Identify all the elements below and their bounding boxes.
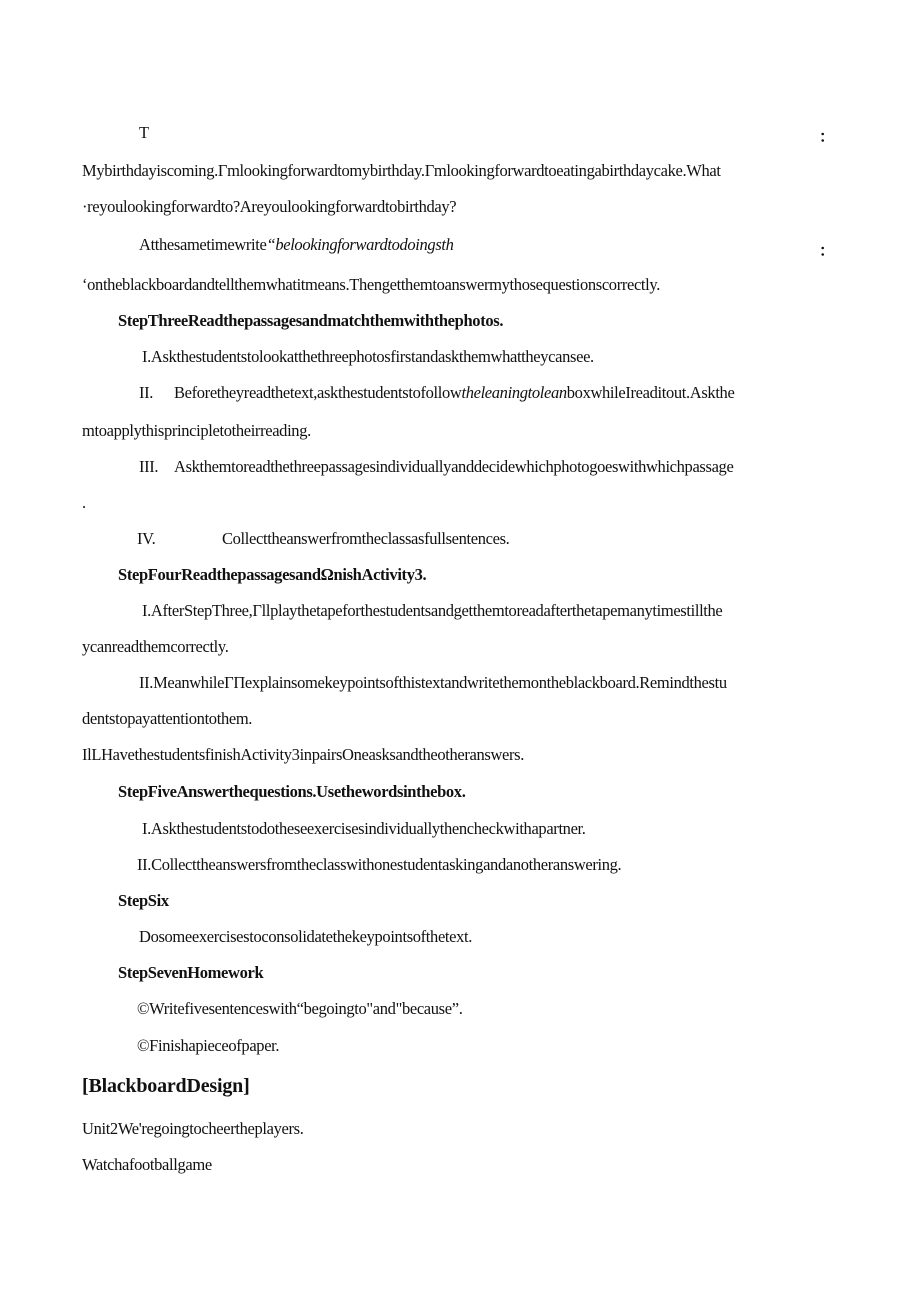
step-three-item-2 <box>174 382 734 404</box>
blackboard-line-1: Unit2We'regoingtocheertheplayers. <box>82 1119 304 1138</box>
step-six-heading: StepSix <box>118 891 169 910</box>
homework-item-1: ©Writefivesentenceswith“begoingto"and"because”. <box>137 999 463 1018</box>
homework-item-2: ©Finishapieceofpaper. <box>137 1036 280 1055</box>
step-three-item-2-cont: mtoapplythisprincipletotheirreading. <box>82 421 311 440</box>
step-three-item-4-num: IV. <box>137 529 156 548</box>
blackboard-line-2: Watchafootballgame <box>82 1155 212 1174</box>
intro-line-4: ʻontheblackboardandtellthemwhatitmeans.Thengetthemtoanswermythosequestionscorrectly. <box>82 275 661 294</box>
step-six-item-1: Dosomeexercisestoconsolidatethekeypointsofthetext. <box>139 927 473 946</box>
intro-line-1: Mybirthdayiscoming.Γmlookingforwardtomybirthday.Γmlookingforwardtoeatingabirthdaycake.What <box>82 161 721 180</box>
step-three-item-2-b: boxwhileIreaditout.Askthe <box>566 383 735 402</box>
step-five-item-2: II.Collecttheanswersfromtheclasswithonestudentaskingandanotheranswering. <box>137 855 622 874</box>
step-four-item-1: I.AfterStepThree,Γllplaythetapeforthestudentsandgetthemtoreadafterthetapemanytimestillthe <box>142 601 723 620</box>
step-three-item-3-cont: . <box>82 493 86 512</box>
step-seven-heading: StepSevenHomework <box>118 963 264 982</box>
step-five-item-1: I.Askthestudentstodotheseexercisesindividuallythencheckwithapartner. <box>142 819 586 838</box>
step-four-heading: StepFourReadthepassagesandΩnishActivity3. <box>118 565 427 584</box>
step-three-item-1: I.Askthestudentstolookatthethreephotosfirstandaskthemwhattheycansee. <box>142 347 594 366</box>
intro-line-3-text: Atthesametimewrite <box>139 235 267 254</box>
step-four-item-1-cont: ycanreadthemcorrectly. <box>82 637 229 656</box>
intro-marker: T <box>139 123 149 142</box>
step-four-item-2-cont: dentstopayattentiontothem. <box>82 709 253 728</box>
step-four-item-3: IlLHavethestudentsfinishActivity3inpairsOneasksandtheotheranswers. <box>82 745 524 764</box>
step-three-heading: StepThreeReadthepassagesandmatchthemwiththephotos. <box>118 311 504 330</box>
step-five-heading: StepFiveAnswerthequestions.Usethewordsinthebox. <box>118 782 466 801</box>
step-three-item-3-num: III. <box>139 457 159 476</box>
blackboard-design-heading: [BlackboardDesign] <box>82 1075 250 1097</box>
intro-line-3 <box>139 234 454 256</box>
intro-colon-1: ： <box>819 129 836 146</box>
step-three-item-4: Collecttheanswerfromtheclassasfullsentences. <box>222 529 510 548</box>
step-four-item-2: II.MeanwhileΓΠexplainsomekeypointsofthistextandwritethemontheblackboard.Remindthestu <box>139 673 727 692</box>
step-three-item-3: Askthemtoreadthethreepassagesindividuallyanddecidewhichphotogoeswithwhichpassage <box>174 457 734 476</box>
intro-line-2: ·reyoulookingforwardto?Areyoulookingforwardtobirthday? <box>82 197 457 216</box>
intro-line-3-italic: “belookingforwardtodoingsth <box>266 235 454 254</box>
intro-colon-2: ： <box>819 243 836 260</box>
step-three-item-2-num: II. <box>139 383 154 402</box>
step-three-item-2-a: Beforetheyreadthetext,askthestudentstofollow <box>174 383 462 402</box>
step-three-item-2-italic: theleaningtolean <box>461 383 567 402</box>
